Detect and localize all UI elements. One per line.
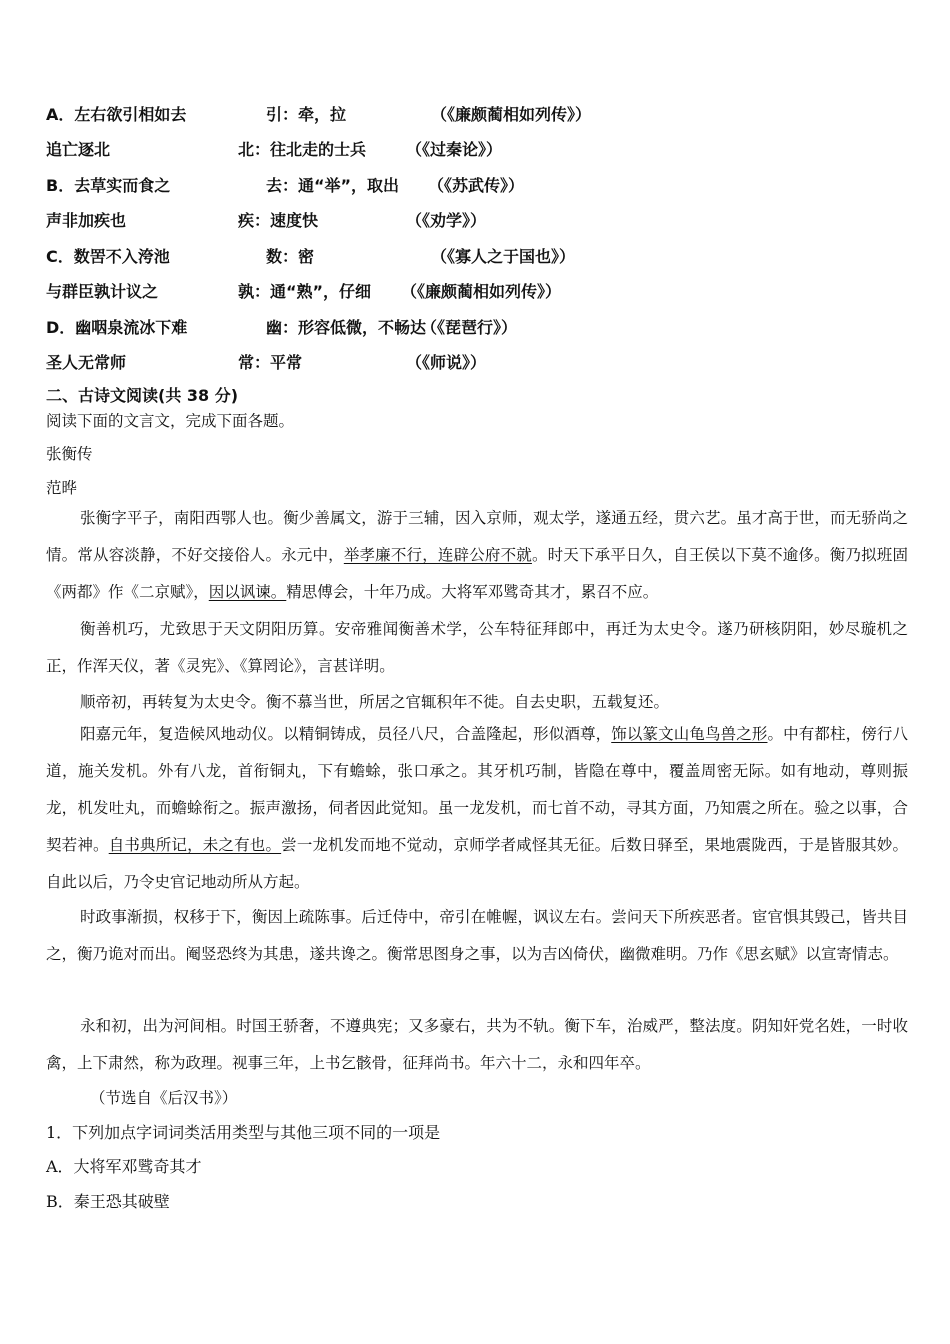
option-source: （《劝学》） bbox=[406, 211, 487, 230]
text-run: 阳嘉元年，复造候风地动仪。以精铜铸成，员径八尺，合盖隆起，形似酒尊， bbox=[80, 725, 612, 743]
section-heading: 二、古诗文阅读(共 38 分) bbox=[46, 386, 239, 405]
underlined-sentence: 因以讽谏。 bbox=[208, 583, 287, 601]
text-run: 精思傅会，十年乃成。大将军邓骘奇其才，累召不应。 bbox=[286, 583, 659, 601]
option-phrase: 圣人无常师 bbox=[46, 353, 127, 372]
option-phrase: D．幽咽泉流冰下难 bbox=[46, 318, 188, 337]
text-run: 张衡字平子，南阳西鄂人也。衡少善属文，游于三辅，因入京师，观太学，遂通五经，贯六艺。虽才高于世，而无骄尚之情。常从容淡静，不好交接俗人。永元中， bbox=[46, 509, 908, 564]
option-explanation: 北：往北走的士兵 bbox=[238, 140, 367, 159]
option-source: （《廉颇蔺相如列传》） bbox=[401, 282, 562, 301]
passage-author: 范晔 bbox=[46, 479, 78, 497]
option-explanation: 数：密 bbox=[266, 247, 315, 266]
passage-paragraph-2: 衡善机巧，尤致思于天文阴阳历算。安帝雅闻衡善术学，公车特征拜郎中，再迁为太史令。遂乃研核阴阳，妙尽璇机之正，作浑天仪，著《灵宪》、《算罔论》，言甚详明。 bbox=[46, 620, 908, 675]
option-phrase: B．去草实而食之 bbox=[46, 176, 171, 195]
option-source: （《寡人之于国也》） bbox=[431, 247, 576, 266]
option-explanation: 去：通“举”，取出 bbox=[266, 176, 400, 195]
option-phrase: 追亡逐北 bbox=[46, 140, 111, 159]
option-explanation: 常：平常 bbox=[238, 353, 303, 372]
option-explanation: 引：牵，拉 bbox=[266, 105, 347, 124]
question-stem: 1．下列加点字词词类活用类型与其他三项不同的一项是 bbox=[46, 1123, 441, 1142]
text-run: 尝一龙机发而地不觉动，京师学者咸怪其无征。后数日驿至，果地震陇西，于是皆服其妙。自此以后，乃令史官记地动所从方起。 bbox=[46, 836, 908, 891]
option-explanation: 疾：速度快 bbox=[238, 211, 319, 230]
passage-paragraph-1 bbox=[46, 500, 908, 611]
underlined-sentence: 自书典所记，未之有也。 bbox=[108, 836, 282, 854]
question-option-b: B．秦王恐其破壁 bbox=[46, 1192, 170, 1211]
question-option-a: A．大将军邓骘奇其才 bbox=[46, 1157, 202, 1176]
option-explanation: 孰：通“熟”，仔细 bbox=[238, 282, 372, 301]
section-instruction: 阅读下面的文言文，完成下面各题。 bbox=[46, 412, 295, 430]
option-explanation: 幽：形容低微，不畅达 bbox=[266, 318, 427, 337]
passage-paragraph-3: 顺帝初，再转复为太史令。衡不慕当世，所居之官辄积年不徙。自去史职，五载复还。 bbox=[80, 693, 670, 711]
passage-paragraph-6: 永和初，出为河间相。时国王骄奢，不遵典宪；又多豪右，共为不轨。衡下车，治威严，整法度。阴知奸党名姓，一时收禽，上下肃然，称为政理。视事三年，上书乞骸骨，征拜尚书。年六十二，永和四年卒。 bbox=[46, 1017, 908, 1072]
option-source: （《廉颇蔺相如列传》） bbox=[431, 105, 592, 124]
option-phrase: 声非加疾也 bbox=[46, 211, 127, 230]
underlined-sentence: 举孝廉不行，连辟公府不就 bbox=[343, 546, 532, 564]
passage-source: （节选自《后汉书》） bbox=[90, 1089, 238, 1107]
option-source: （《琵琶行》） bbox=[421, 318, 518, 337]
option-phrase: C．数罟不入洿池 bbox=[46, 247, 170, 266]
passage-paragraph-5: 时政事渐损，权移于下，衡因上疏陈事。后迁侍中，帝引在帷幄，讽议左右。尝问天下所疾恶者。宦官惧其毁己，皆共目之，衡乃诡对而出。阉竖恐终为其患，遂共谗之。衡常思图身之事，以为吉凶倚伏，幽微难明。乃作《思玄赋》以宣寄情志。 bbox=[46, 908, 908, 963]
option-source: （《师说》） bbox=[406, 353, 487, 372]
underlined-sentence: 饰以篆文山龟鸟兽之形 bbox=[611, 725, 768, 743]
passage-title: 张衡传 bbox=[46, 445, 93, 463]
passage-paragraph-4 bbox=[46, 716, 908, 901]
text-run: 。时天下承平日久，自王侯以下莫不逾侈。衡乃拟班固《两都》作《二京赋》， bbox=[46, 546, 908, 601]
option-source: （《苏武传》） bbox=[428, 176, 525, 195]
option-phrase: 与群臣孰计议之 bbox=[46, 282, 159, 301]
text-run: 。中有都柱，傍行八道，施关发机。外有八龙，首衔铜丸，下有蟾蜍，张口承之。其牙机巧制，皆隐在尊中，覆盖周密无际。如有地动，尊则振龙，机发吐丸，而蟾蜍衔之。振声激扬，伺者因此觉知。虽一龙发机，而七首不动，寻其方面，乃知震之所在。验之以事，合契若神。 bbox=[46, 725, 908, 854]
option-source: （《过秦论》） bbox=[406, 140, 503, 159]
option-phrase: A．左右欲引相如去 bbox=[46, 105, 187, 124]
